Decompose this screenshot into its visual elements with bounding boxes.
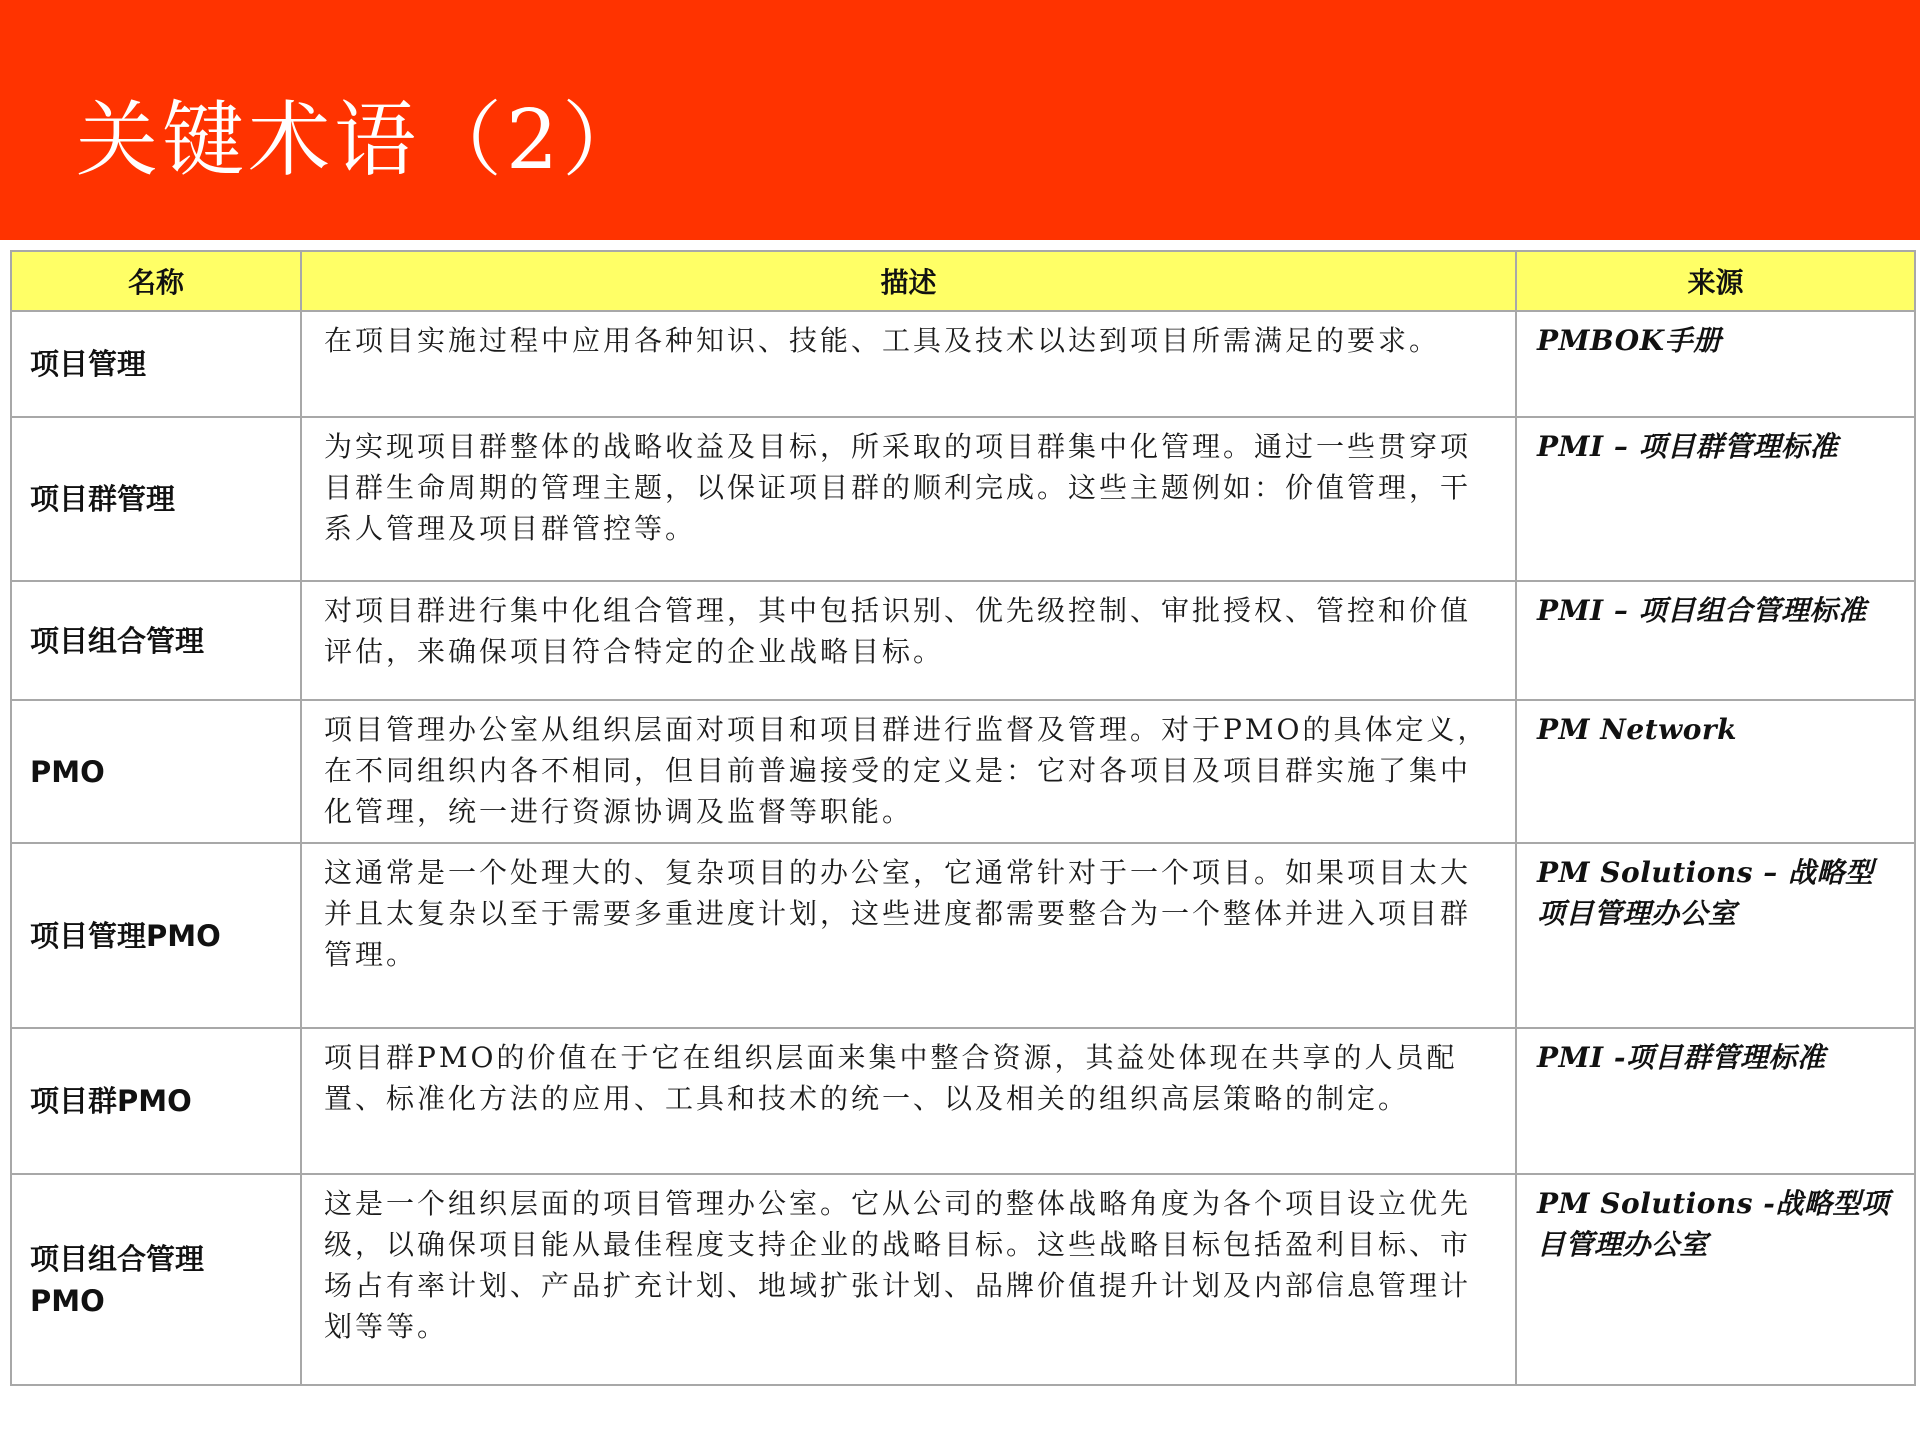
term-name: 项目组合管理	[11, 581, 301, 700]
term-name-line2: PMO	[30, 1283, 105, 1318]
term-description: 为实现项目群整体的战略收益及目标，所采取的项目群集中化管理。通过一些贯穿项目群生命周期的管理主题，以保证项目群的顺利完成。这些主题例如：价值管理，干系人管理及项目群管控等。	[301, 417, 1516, 581]
term-name: 项目管理PMO	[11, 843, 301, 1028]
term-name: PMO	[11, 700, 301, 843]
table-row	[11, 1174, 1915, 1385]
term-description: 在项目实施过程中应用各种知识、技能、工具及技术以达到项目所需满足的要求。	[301, 311, 1516, 417]
table-row	[11, 581, 1915, 700]
slide-title: 关键术语（2）	[76, 93, 649, 188]
table-header-row	[11, 251, 1915, 311]
term-description: 项目管理办公室从组织层面对项目和项目群进行监督及管理。对于PMO的具体定义，在不同组织内各不相同，但目前普遍接受的定义是：它对各项目及项目群实施了集中化管理，统一进行资源协调及监督等职能。	[301, 700, 1516, 843]
table-row	[11, 417, 1915, 581]
title-band	[0, 0, 1920, 240]
term-source: PM Solutions – 战略型项目管理办公室	[1516, 843, 1915, 1028]
header-source: 来源	[1516, 251, 1915, 311]
term-source: PM Network	[1516, 700, 1915, 843]
term-name: 项目管理	[11, 311, 301, 417]
term-name-line1: 项目组合管理	[30, 1241, 205, 1276]
term-source: PMI – 项目组合管理标准	[1516, 581, 1915, 700]
term-source: PMI -项目群管理标准	[1516, 1028, 1915, 1174]
key-terms-table	[10, 250, 1916, 1386]
term-description: 项目群PMO的价值在于它在组织层面来集中整合资源，其益处体现在共享的人员配置、标准化方法的应用、工具和技术的统一、以及相关的组织高层策略的制定。	[301, 1028, 1516, 1174]
header-description: 描述	[301, 251, 1516, 311]
table-row	[11, 311, 1915, 417]
term-description: 这通常是一个处理大的、复杂项目的办公室，它通常针对于一个项目。如果项目太大并且太复杂以至于需要多重进度计划，这些进度都需要整合为一个整体并进入项目群管理。	[301, 843, 1516, 1028]
table-row	[11, 1028, 1915, 1174]
term-description: 对项目群进行集中化组合管理，其中包括识别、优先级控制、审批授权、管控和价值评估，来确保项目符合特定的企业战略目标。	[301, 581, 1516, 700]
header-name: 名称	[11, 251, 301, 311]
term-name: 项目群PMO	[11, 1028, 301, 1174]
term-name: 项目群管理	[11, 417, 301, 581]
table-row	[11, 843, 1915, 1028]
term-source: PMBOK手册	[1516, 311, 1915, 417]
table-row	[11, 700, 1915, 843]
term-source: PMI – 项目群管理标准	[1516, 417, 1915, 581]
term-source: PM Solutions -战略型项目管理办公室	[1516, 1174, 1915, 1385]
term-description: 这是一个组织层面的项目管理办公室。它从公司的整体战略角度为各个项目设立优先级，以确保项目能从最佳程度支持企业的战略目标。这些战略目标包括盈利目标、市场占有率计划、产品扩充计划、地域扩张计划、品牌价值提升计划及内部信息管理计划等等。	[301, 1174, 1516, 1385]
term-name	[11, 1174, 301, 1385]
